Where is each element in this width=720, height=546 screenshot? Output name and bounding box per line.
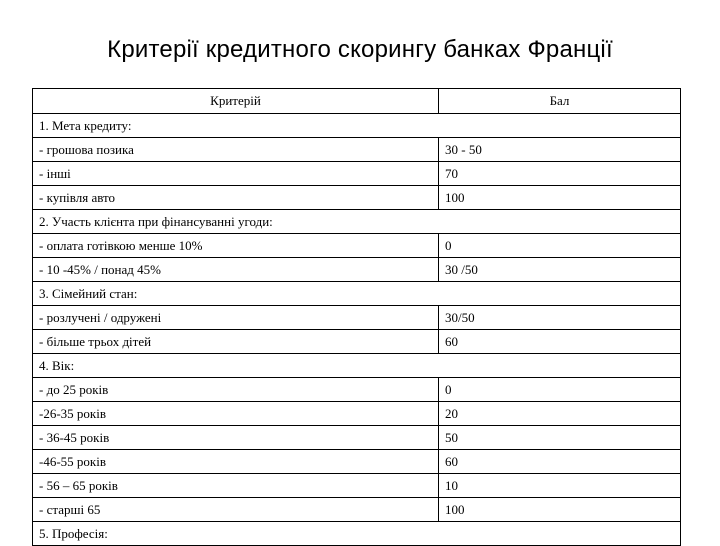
score-cell: 30 /50 <box>439 258 681 282</box>
score-cell: 0 <box>439 378 681 402</box>
score-cell: 30/50 <box>439 306 681 330</box>
table-header-row <box>33 89 681 114</box>
section-label: 1. Мета кредиту: <box>33 114 681 138</box>
score-cell: 60 <box>439 450 681 474</box>
section-label: 5. Професія: <box>33 522 681 546</box>
table-row <box>33 138 681 162</box>
section-label: 4. Вік: <box>33 354 681 378</box>
table-row <box>33 402 681 426</box>
score-cell: 20 <box>439 402 681 426</box>
criterion-cell: - 36-45 років <box>33 426 439 450</box>
table-row <box>33 330 681 354</box>
page-title: Критерії кредитного скорингу банках Франції <box>107 36 613 63</box>
table-row <box>33 474 681 498</box>
table-row <box>33 426 681 450</box>
score-cell: 30 - 50 <box>439 138 681 162</box>
table-row <box>33 162 681 186</box>
score-cell: 100 <box>439 186 681 210</box>
table-section-row <box>33 210 681 234</box>
criterion-cell: - старші 65 <box>33 498 439 522</box>
criterion-cell: -46-55 років <box>33 450 439 474</box>
criterion-cell: - грошова позика <box>33 138 439 162</box>
table-row <box>33 498 681 522</box>
score-cell: 60 <box>439 330 681 354</box>
table-row <box>33 450 681 474</box>
score-cell: 10 <box>439 474 681 498</box>
criterion-cell: - інші <box>33 162 439 186</box>
scoring-table <box>32 88 681 546</box>
column-header-score: Бал <box>439 89 681 114</box>
criterion-cell: - оплата готівкою менше 10% <box>33 234 439 258</box>
table-row <box>33 378 681 402</box>
section-label: 2. Участь клієнта при фінансуванні угоди: <box>33 210 681 234</box>
table-section-row <box>33 282 681 306</box>
criterion-cell: -26-35 років <box>33 402 439 426</box>
column-header-criterion: Критерій <box>33 89 439 114</box>
table-section-row <box>33 114 681 138</box>
section-label: 3. Сімейний стан: <box>33 282 681 306</box>
criterion-cell: - 10 -45% / понад 45% <box>33 258 439 282</box>
criterion-cell: - купівля авто <box>33 186 439 210</box>
score-cell: 100 <box>439 498 681 522</box>
score-cell: 70 <box>439 162 681 186</box>
table-body <box>33 114 681 546</box>
table-section-row <box>33 354 681 378</box>
table-section-row <box>33 522 681 546</box>
table-row <box>33 186 681 210</box>
score-cell: 0 <box>439 234 681 258</box>
criterion-cell: - 56 – 65 років <box>33 474 439 498</box>
criterion-cell: - більше трьох дітей <box>33 330 439 354</box>
table-row <box>33 306 681 330</box>
table-row <box>33 234 681 258</box>
criterion-cell: - розлучені / одружені <box>33 306 439 330</box>
table-row <box>33 258 681 282</box>
score-cell: 50 <box>439 426 681 450</box>
criterion-cell: - до 25 років <box>33 378 439 402</box>
